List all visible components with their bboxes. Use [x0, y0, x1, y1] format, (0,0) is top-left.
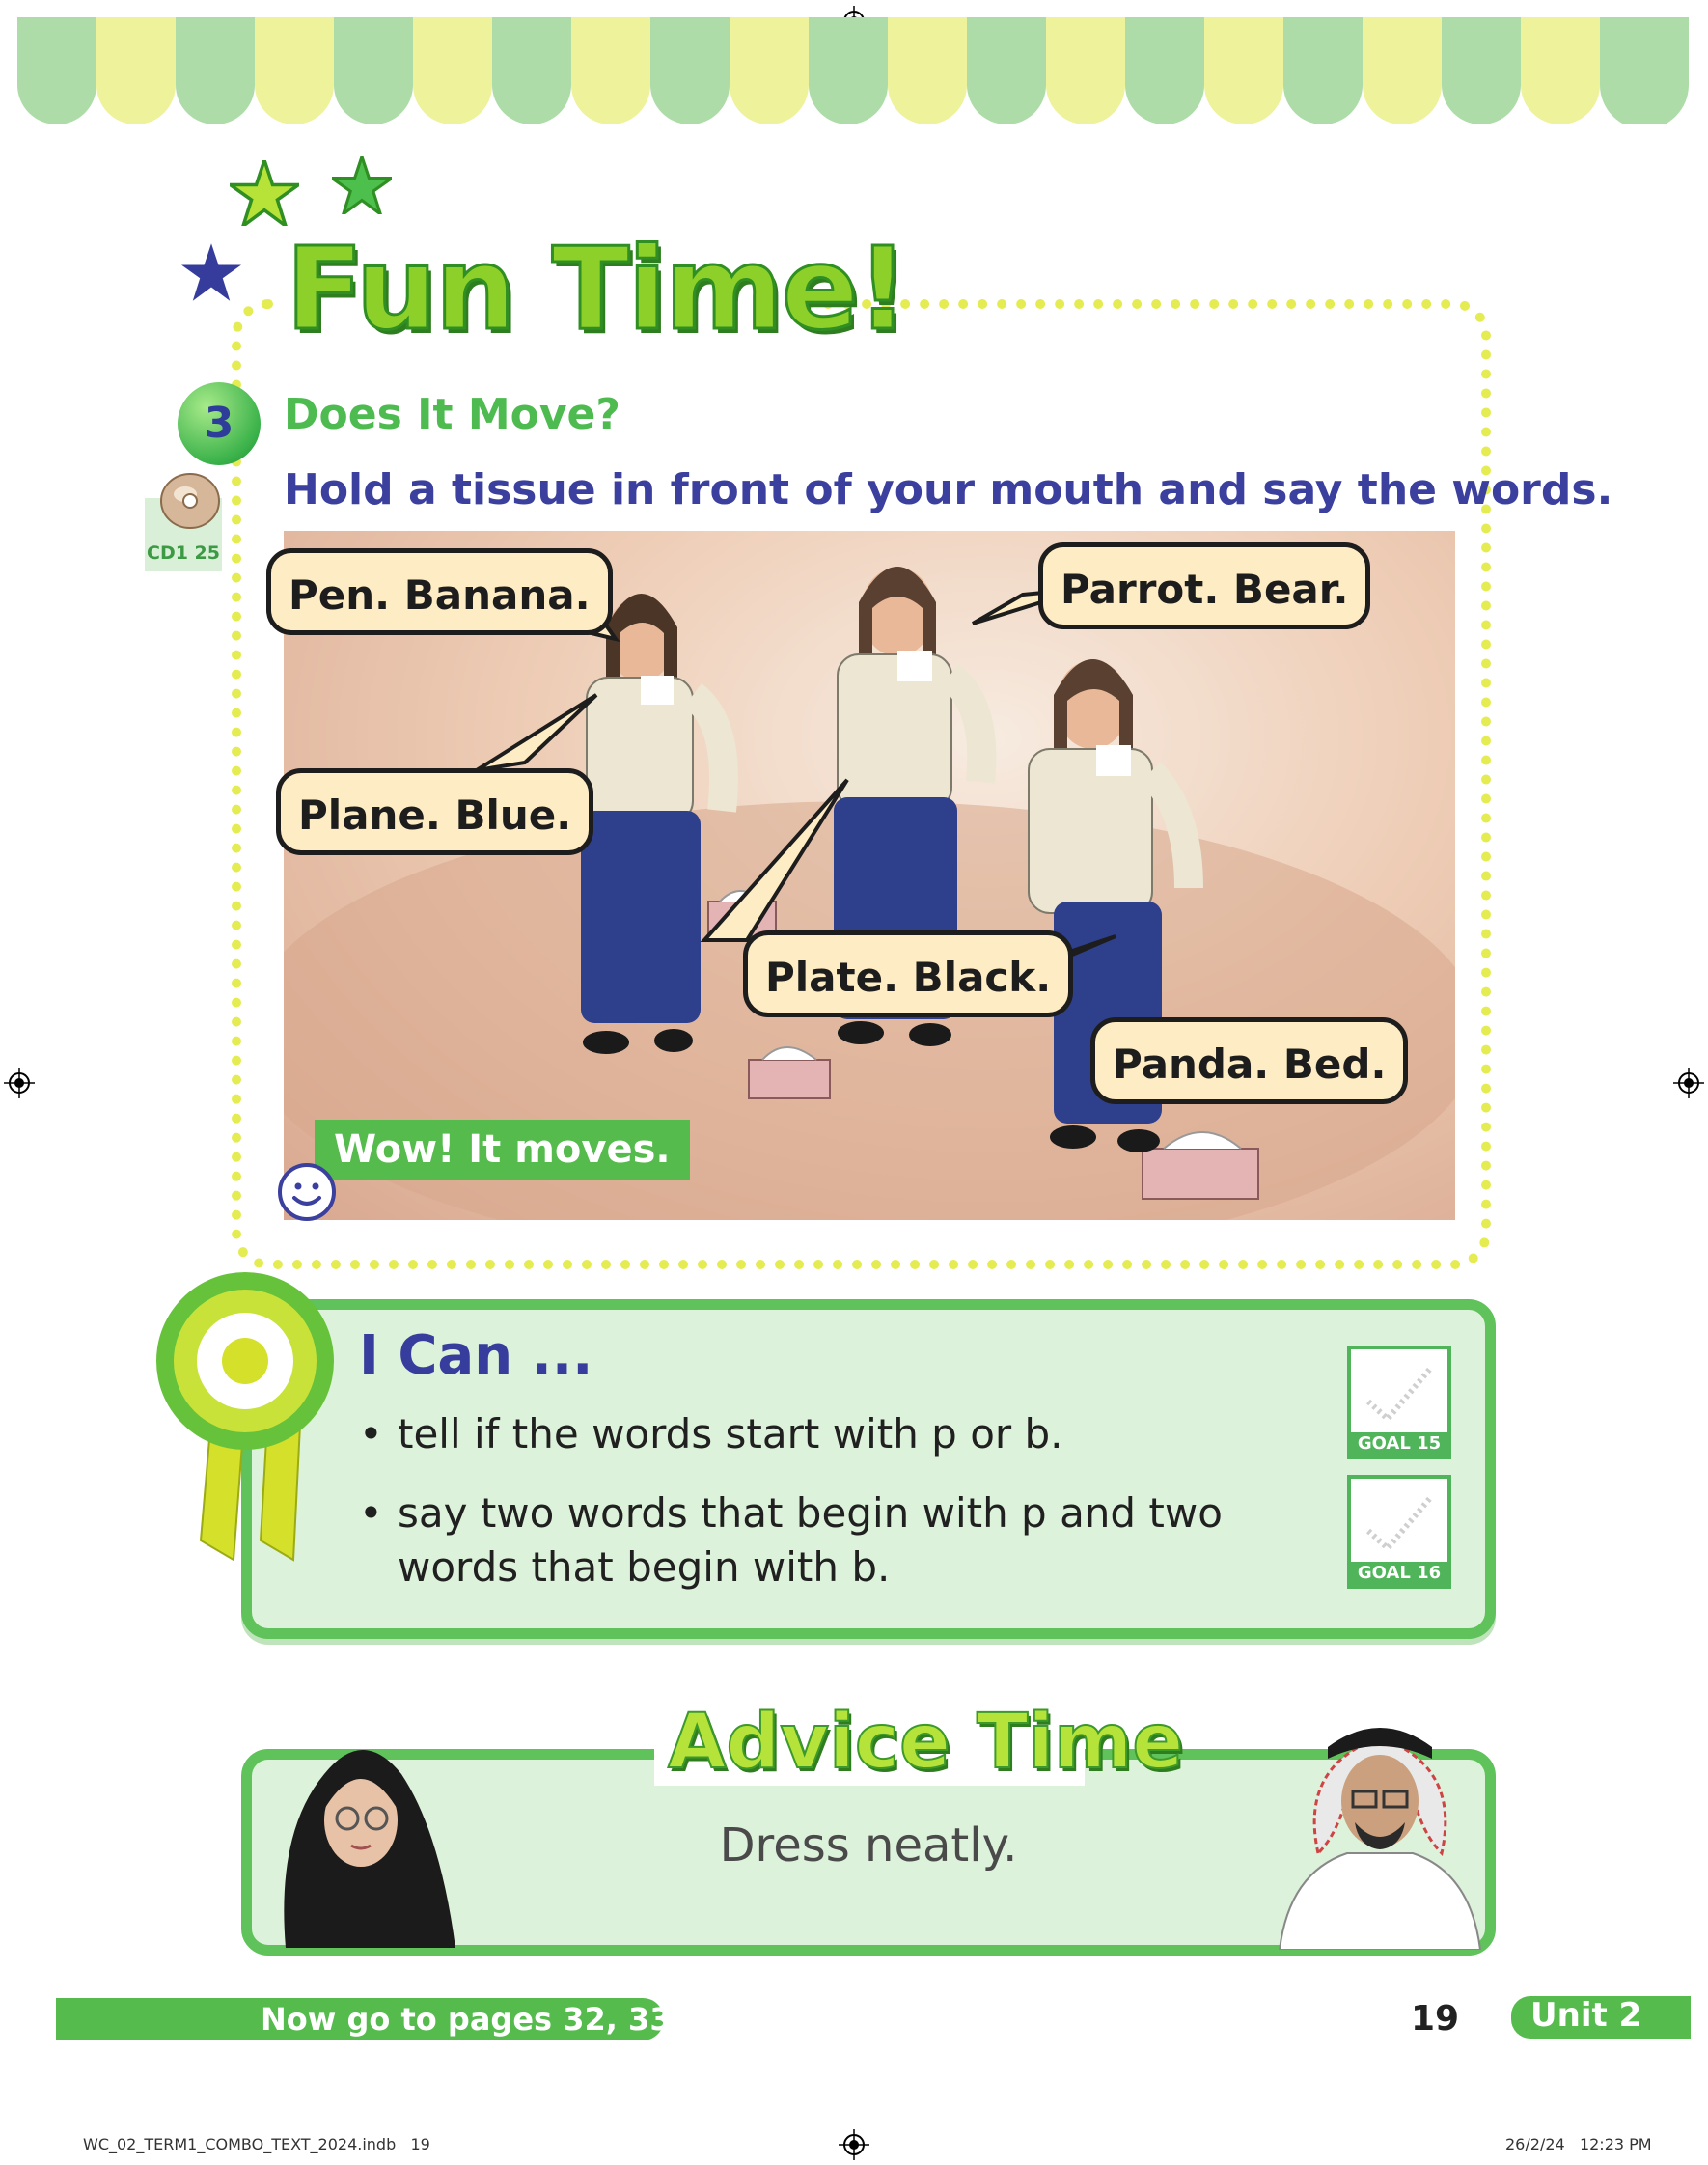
cd-track-label: CD1 25 — [147, 542, 220, 564]
bullet-dot: • — [359, 1489, 383, 1537]
registration-mark-icon — [1673, 1068, 1704, 1098]
print-slug-file: WC_02_TERM1_COMBO_TEXT_2024.indb 19 — [83, 2135, 430, 2153]
cd-icon[interactable] — [158, 469, 222, 533]
activity-title: Does It Move? — [284, 390, 620, 439]
speech-bubble-parrot-bear: Parrot. Bear. — [1038, 542, 1370, 629]
award-ribbon-icon — [145, 1270, 369, 1569]
i-can-title: I Can ... — [359, 1324, 593, 1387]
activity-instruction: Hold a tissue in front of your mouth and say the words. — [284, 465, 1613, 514]
i-can-item: tell if the words start with p or b. — [398, 1410, 1063, 1457]
star-icon — [332, 156, 392, 214]
checkmark-icon — [1351, 1349, 1447, 1436]
print-slug-date: 26/2/24 12:23 PM — [1505, 2135, 1652, 2153]
speech-bubble-plate-black: Plate. Black. — [743, 930, 1073, 1017]
wow-caption: Wow! It moves. — [315, 1120, 690, 1180]
goal-checkbox[interactable] — [1347, 1346, 1451, 1459]
i-can-item: say two words that begin with p and two — [398, 1489, 1223, 1537]
unit-label: Unit 2 — [1530, 1996, 1642, 2035]
goal-label: GOAL 15 — [1351, 1432, 1447, 1456]
father-illustration — [1270, 1708, 1490, 1950]
activity-number: 3 — [178, 382, 261, 465]
mother-illustration — [247, 1720, 479, 1948]
registration-mark-icon — [4, 1068, 35, 1098]
bullet-dot: • — [359, 1410, 383, 1457]
scalloped-awning — [17, 17, 1689, 124]
goal-checkbox[interactable] — [1347, 1475, 1451, 1589]
checkmark-icon — [1351, 1479, 1447, 1566]
goal-label: GOAL 16 — [1351, 1562, 1447, 1585]
i-can-item: words that begin with b. — [398, 1543, 891, 1591]
advice-text: Dress neatly. — [719, 1818, 1018, 1873]
smiley-icon — [276, 1161, 338, 1223]
star-icon — [181, 243, 241, 301]
speech-bubble-plane-blue: Plane. Blue. — [276, 768, 593, 855]
speech-bubble-pen-banana: Pen. Banana. — [266, 548, 613, 635]
advice-title: Advice Time — [668, 1699, 1184, 1786]
next-pages-text: Now go to pages 32, 33 — [261, 2001, 672, 2038]
star-icon — [230, 160, 299, 226]
page-number: 19 — [1411, 1999, 1460, 2039]
registration-mark-icon — [839, 2129, 869, 2160]
speech-bubble-panda-bed: Panda. Bed. — [1090, 1017, 1408, 1104]
page-title: Fun Time! — [286, 222, 907, 355]
